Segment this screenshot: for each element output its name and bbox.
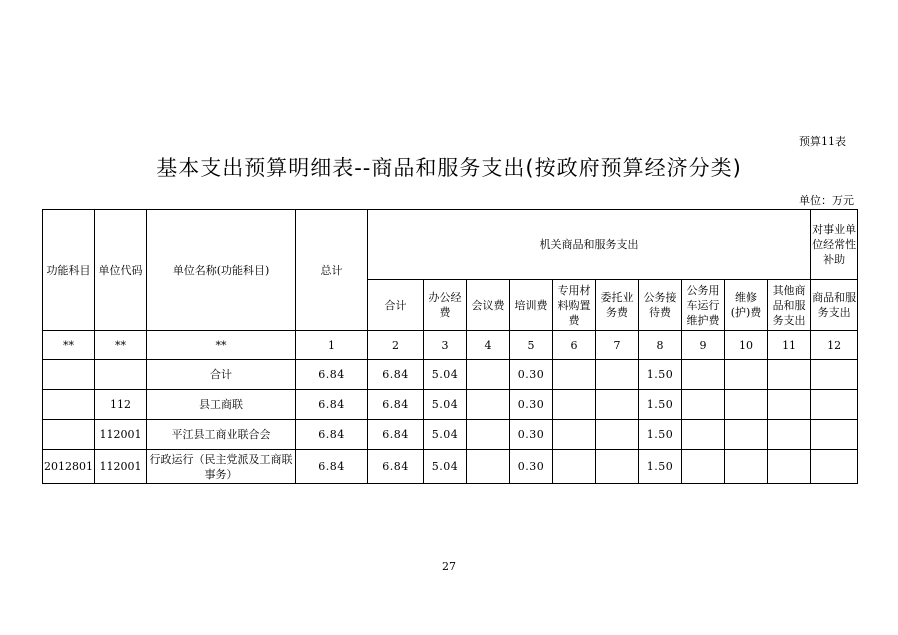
- index-cell: 10: [725, 331, 768, 360]
- table-cell: [596, 450, 639, 484]
- table-cell: 1.50: [639, 420, 682, 450]
- table-cell: [43, 360, 95, 390]
- table-cell: [811, 450, 858, 484]
- page-title: 基本支出预算明细表--商品和服务支出(按政府预算经济分类): [156, 156, 742, 180]
- table-cell: [553, 360, 596, 390]
- table-cell: [682, 360, 725, 390]
- table-row: [43, 390, 858, 420]
- table-cell: [467, 390, 510, 420]
- table-cell: 行政运行（民主党派及工商联事务）: [147, 450, 296, 484]
- table-cell: 6.84: [368, 420, 424, 450]
- col-header-sub: 会议费: [467, 280, 510, 331]
- table-cell: 6.84: [368, 360, 424, 390]
- table-cell: 5.04: [424, 390, 467, 420]
- col-header-unit-code: 单位代码: [95, 210, 147, 331]
- index-cell: **: [43, 331, 95, 360]
- table-cell: [682, 420, 725, 450]
- table-cell: 5.04: [424, 450, 467, 484]
- col-header-func-subject: 功能科目: [43, 210, 95, 331]
- index-cell: 4: [467, 331, 510, 360]
- table-cell: 1.50: [639, 360, 682, 390]
- table-cell: [682, 390, 725, 420]
- page-number: 27: [442, 560, 456, 573]
- table-cell: [811, 390, 858, 420]
- table-cell: [553, 390, 596, 420]
- col-header-sub: 公务接待费: [639, 280, 682, 331]
- table-cell: 1.50: [639, 390, 682, 420]
- unit-label: 单位：万元: [799, 194, 854, 207]
- table-cell: 112001: [95, 450, 147, 484]
- table-cell: [811, 420, 858, 450]
- index-cell: **: [95, 331, 147, 360]
- index-cell: 6: [553, 331, 596, 360]
- table-cell: [768, 420, 811, 450]
- table-cell: [596, 420, 639, 450]
- table-cell: 0.30: [510, 360, 553, 390]
- table-cell: [811, 360, 858, 390]
- col-header-group: 机关商品和服务支出: [368, 210, 811, 280]
- col-header-total: 总计: [296, 210, 368, 331]
- table-cell: 112001: [95, 420, 147, 450]
- table-row: [43, 450, 858, 484]
- index-cell: 2: [368, 331, 424, 360]
- table-cell: 6.84: [296, 360, 368, 390]
- index-cell: 9: [682, 331, 725, 360]
- table-cell: 6.84: [368, 390, 424, 420]
- table-cell: [725, 420, 768, 450]
- table-cell: [467, 420, 510, 450]
- table-cell: [725, 390, 768, 420]
- table-cell: 6.84: [296, 420, 368, 450]
- index-cell: 8: [639, 331, 682, 360]
- col-header-sub: 专用材料购置费: [553, 280, 596, 331]
- col-header-sub: 委托业务费: [596, 280, 639, 331]
- index-cell: 12: [811, 331, 858, 360]
- table-cell: 合计: [147, 360, 296, 390]
- table-cell: 112: [95, 390, 147, 420]
- index-cell: 1: [296, 331, 368, 360]
- table-cell: [43, 390, 95, 420]
- index-cell: **: [147, 331, 296, 360]
- budget-table: [42, 209, 858, 484]
- table-cell: [596, 360, 639, 390]
- col-header-sub: 其他商品和服务支出: [768, 280, 811, 331]
- header-row-1: [43, 210, 858, 280]
- table-cell: 1.50: [639, 450, 682, 484]
- col-header-sub: 合计: [368, 280, 424, 331]
- table-cell: [768, 390, 811, 420]
- table-cell: 6.84: [296, 390, 368, 420]
- table-row: [43, 420, 858, 450]
- table-cell: [553, 420, 596, 450]
- table-cell: 5.04: [424, 420, 467, 450]
- table-cell: [95, 360, 147, 390]
- col-header-sub: 公务用车运行维护费: [682, 280, 725, 331]
- col-header-sub: 培训费: [510, 280, 553, 331]
- table-cell: 0.30: [510, 390, 553, 420]
- table-label: 预算11表: [799, 135, 846, 148]
- table-row: [43, 360, 858, 390]
- index-cell: 3: [424, 331, 467, 360]
- index-cell: 5: [510, 331, 553, 360]
- table-cell: [768, 360, 811, 390]
- index-row: [43, 331, 858, 360]
- table-cell: 6.84: [296, 450, 368, 484]
- table-cell: [467, 450, 510, 484]
- index-cell: 7: [596, 331, 639, 360]
- table-cell: [725, 450, 768, 484]
- table-cell: [596, 390, 639, 420]
- table-cell: [553, 450, 596, 484]
- table-cell: 6.84: [368, 450, 424, 484]
- table-cell: [43, 420, 95, 450]
- table-cell: [768, 450, 811, 484]
- col-header-sub: 办公经费: [424, 280, 467, 331]
- table-cell: 5.04: [424, 360, 467, 390]
- col-header-subsidy-sub: 商品和服务支出: [811, 280, 858, 331]
- index-cell: 11: [768, 331, 811, 360]
- table-cell: 0.30: [510, 450, 553, 484]
- table-cell: [682, 450, 725, 484]
- table-cell: [467, 360, 510, 390]
- table-cell: [725, 360, 768, 390]
- table-cell: 0.30: [510, 420, 553, 450]
- col-header-sub: 维修(护)费: [725, 280, 768, 331]
- col-header-subsidy: 对事业单位经常性补助: [811, 210, 858, 280]
- table-cell: 2012801: [43, 450, 95, 484]
- col-header-unit-name: 单位名称(功能科目): [147, 210, 296, 331]
- table-cell: 平江县工商业联合会: [147, 420, 296, 450]
- table-cell: 县工商联: [147, 390, 296, 420]
